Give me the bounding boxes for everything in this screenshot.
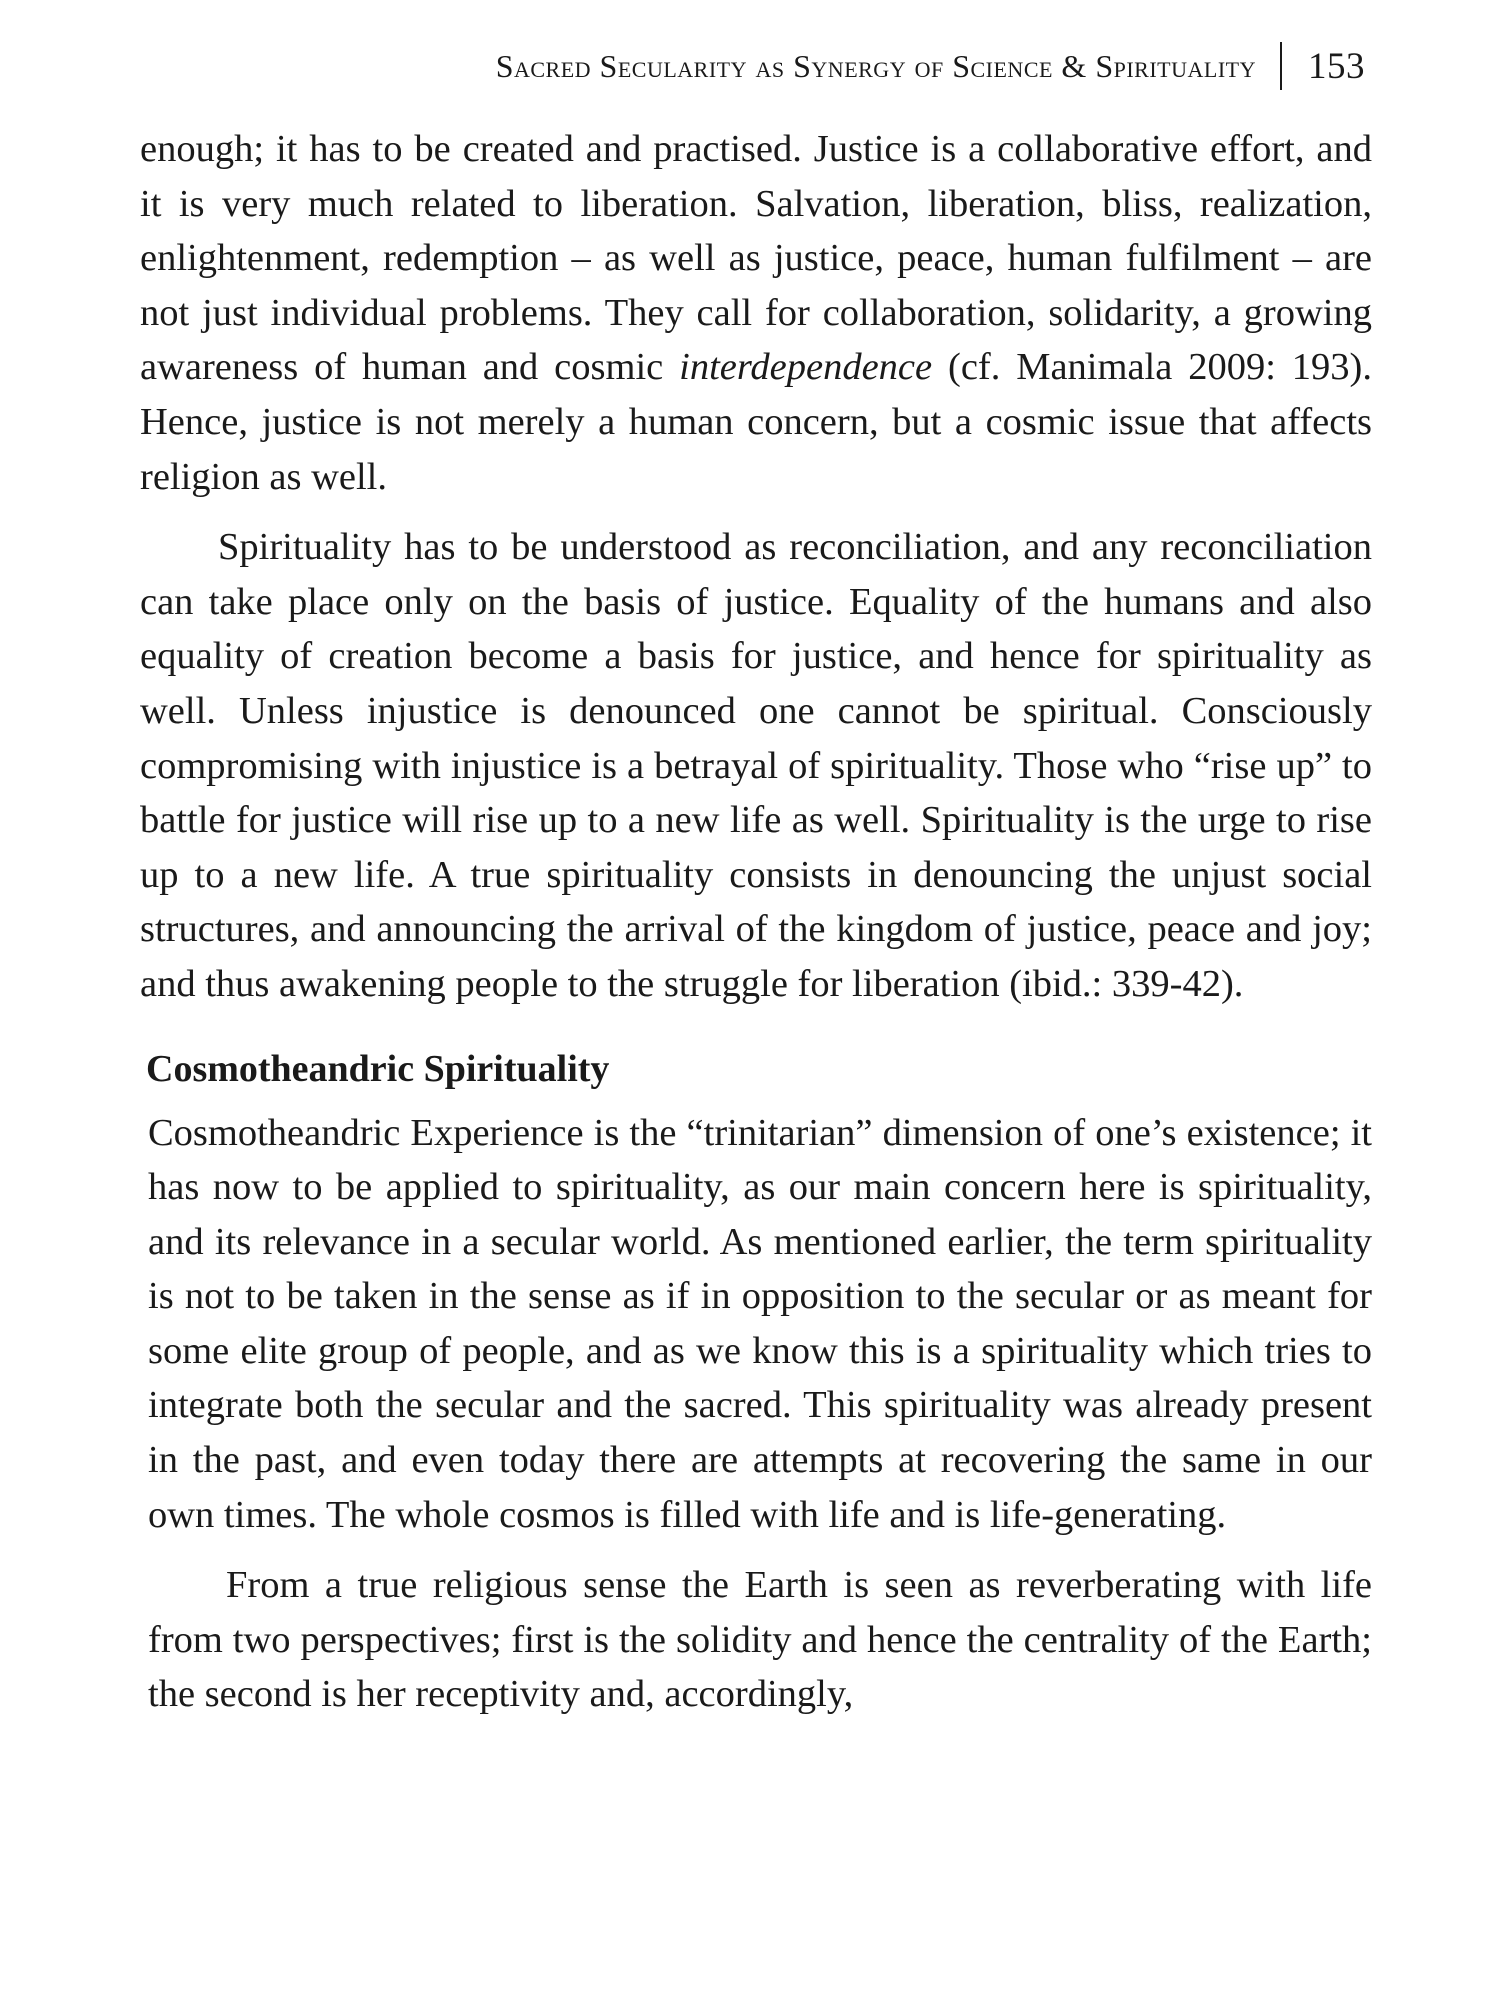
paragraph-3: Cosmotheandric Experience is the “trinitarian” dimension of one’s existence; it has now to be applied to spirituality, as our main concern here is spirituality, and its relevance in a secular world. As mentioned earlier, the term spirituality is not to be taken in the sense as if in opposition to the secular or as meant for some elite group of people, and as we know this is a spirituality which tries to integrate both the secular and the sacred. This spirituality was already present in the past, and even today there are attempts at recovering the same in our own times. The whole cosmos is filled with life and is life-generating. [148,1111,1372,1536]
running-head [205,38,1365,94]
paragraph-4: From a true religious sense the Earth is seen as reverberating with life from two perspectives; first is the solidity and hence the centrality of the Earth; the second is her receptivity and, accordingly, [148,1564,1372,1716]
paragraph-1 [140,122,1372,504]
paragraph-1-text-end: (cf. Manimala 2009: 193). Hence, justice is not merely a human concern, but a cosmic issue that affects religion as well. [140,346,1372,498]
paragraph-1-emphasis: interdependence [679,346,933,389]
paragraph-2: Spirituality has to be understood as reconciliation, and any reconciliation can take place only on the basis of justice. Equality of the humans and also equality of creation become a basis for justice, and hence for spirituality as well. Unless injustice is denounced one cannot be spiritual. Consciously compromising with injustice is a betrayal of spirituality. Those who “rise up” to battle for justice will rise up to a new life as well. Spirituality is the urge to rise up to a new life. A true spirituality consists in denouncing the unjust social structures, and announcing the arrival of the kingdom of justice, peace and joy; and thus awakening people to the struggle for liberation (ibid.: 339-42). [140,526,1372,1005]
body-text [140,122,1372,1722]
header-divider [1280,42,1282,90]
section-body [140,1106,1372,1723]
section-heading: Cosmotheandric Spirituality [146,1047,610,1090]
page-number: 153 [1308,45,1365,87]
paragraph-1-text-start: enough; it has to be created and practised. Justice is a collaborative effort, and it is very much related to liberation. Salvation, liberation, bliss, realization, enlightenment, redemption – as well as justice, peace, human fulfilment – are not just individual problems. They call for collaboration, solidarity, a growing awareness of human and cosmic [140,128,1372,389]
running-title: Sacred Secularity as Synergy of Science & Spirituality [495,47,1256,84]
